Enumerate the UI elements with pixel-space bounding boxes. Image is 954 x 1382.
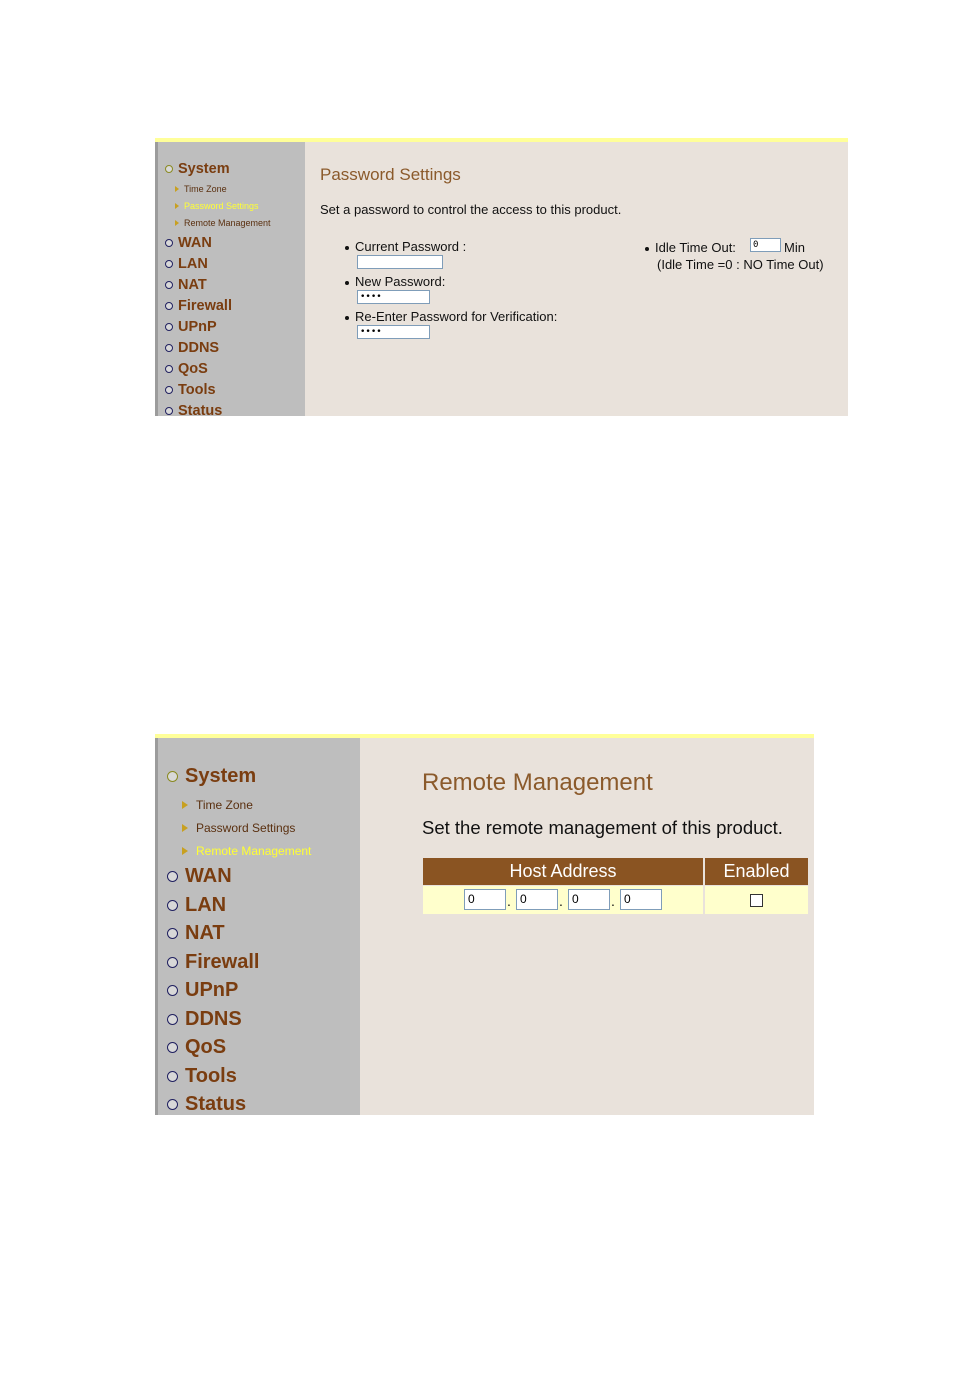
submenu-item-label: Password Settings bbox=[196, 821, 296, 835]
circle-icon bbox=[167, 900, 178, 911]
circle-icon bbox=[167, 1042, 178, 1053]
password-settings-screenshot bbox=[155, 138, 848, 416]
new-password-label bbox=[345, 274, 445, 289]
circle-icon bbox=[165, 344, 173, 352]
host-address-octet-1[interactable]: 0 bbox=[464, 889, 506, 910]
triangle-right-icon bbox=[182, 801, 188, 809]
circle-icon bbox=[167, 928, 178, 939]
sidebar-edge bbox=[155, 738, 158, 1115]
circle-icon bbox=[165, 260, 173, 268]
triangle-right-icon bbox=[175, 186, 179, 192]
nav-item-label: LAN bbox=[185, 894, 227, 916]
nav-item-qos[interactable] bbox=[167, 1036, 226, 1059]
circle-icon bbox=[165, 281, 173, 289]
current-password-label bbox=[345, 239, 466, 254]
reenter-password-input[interactable]: •••• bbox=[357, 325, 430, 339]
submenu-item-label: Remote Management bbox=[184, 218, 271, 228]
circle-icon bbox=[167, 985, 178, 996]
circle-icon bbox=[167, 1099, 178, 1110]
table-row-enabled-cell bbox=[705, 886, 808, 914]
main-content bbox=[360, 738, 814, 1115]
page-description: Set a password to control the access to this product. bbox=[320, 202, 622, 217]
circle-icon bbox=[167, 871, 178, 882]
submenu-item-time-zone[interactable] bbox=[182, 798, 253, 812]
nav-item-label: WAN bbox=[178, 235, 212, 251]
nav-item-label: Firewall bbox=[178, 298, 232, 314]
host-address-octet-4[interactable]: 0 bbox=[620, 889, 662, 910]
ip-separator: . bbox=[611, 893, 615, 909]
bullet-icon bbox=[345, 246, 349, 250]
submenu-item-label: Time Zone bbox=[184, 184, 227, 194]
nav-item-wan[interactable] bbox=[167, 865, 232, 888]
nav-item-label: UPnP bbox=[178, 319, 217, 335]
nav-item-system[interactable] bbox=[167, 765, 256, 788]
nav-item-status[interactable] bbox=[167, 1093, 246, 1115]
circle-icon bbox=[165, 407, 173, 415]
nav-item-lan[interactable] bbox=[165, 256, 208, 272]
nav-item-label: DDNS bbox=[178, 340, 220, 356]
remote-management-screenshot bbox=[155, 734, 814, 1115]
nav-item-tools[interactable] bbox=[165, 382, 216, 398]
column-header-enabled: Enabled bbox=[705, 858, 808, 885]
idle-timeout-note: (Idle Time =0 : NO Time Out) bbox=[657, 257, 824, 272]
host-address-octet-2[interactable]: 0 bbox=[516, 889, 558, 910]
submenu-item-password-settings[interactable] bbox=[175, 201, 259, 211]
current-password-input[interactable] bbox=[357, 255, 443, 269]
submenu-item-password-settings[interactable] bbox=[182, 821, 295, 835]
nav-item-label: DDNS bbox=[185, 1008, 242, 1030]
nav-item-nat[interactable] bbox=[167, 922, 225, 945]
table-row bbox=[423, 886, 703, 914]
bullet-icon bbox=[345, 316, 349, 320]
triangle-right-icon bbox=[182, 824, 188, 832]
label-text: New Password: bbox=[355, 274, 446, 289]
nav-item-lan[interactable] bbox=[167, 894, 226, 917]
page-description: Set the remote management of this product. bbox=[422, 817, 783, 838]
idle-timeout-label bbox=[645, 240, 736, 255]
circle-icon bbox=[167, 771, 178, 782]
circle-icon bbox=[165, 365, 173, 373]
sidebar bbox=[155, 738, 360, 1115]
nav-item-upnp[interactable] bbox=[165, 319, 217, 335]
nav-item-label: Tools bbox=[185, 1065, 237, 1087]
circle-icon bbox=[165, 302, 173, 310]
bullet-icon bbox=[645, 247, 649, 251]
idle-timeout-unit: Min bbox=[784, 240, 805, 255]
submenu-item-remote-management[interactable] bbox=[175, 218, 271, 228]
nav-item-label: QoS bbox=[185, 1036, 227, 1058]
label-text: Re-Enter Password for Verification: bbox=[355, 309, 558, 324]
page-title: Password Settings bbox=[320, 165, 461, 184]
submenu-item-time-zone[interactable] bbox=[175, 184, 227, 194]
sidebar-edge bbox=[155, 142, 158, 416]
nav-item-label: UPnP bbox=[185, 979, 239, 1001]
triangle-right-icon bbox=[182, 847, 188, 855]
column-header-host-address: Host Address bbox=[423, 858, 703, 885]
label-text: Current Password : bbox=[355, 239, 467, 254]
host-address-octet-3[interactable]: 0 bbox=[568, 889, 610, 910]
idle-timeout-input[interactable]: 0 bbox=[750, 238, 781, 252]
new-password-input[interactable]: •••• bbox=[357, 290, 430, 304]
nav-item-label: LAN bbox=[178, 256, 208, 272]
circle-icon bbox=[165, 239, 173, 247]
circle-icon bbox=[165, 165, 173, 173]
submenu-item-label: Time Zone bbox=[196, 798, 253, 812]
nav-item-firewall[interactable] bbox=[167, 951, 259, 974]
sidebar bbox=[155, 142, 305, 416]
nav-item-qos[interactable] bbox=[165, 361, 208, 377]
circle-icon bbox=[165, 323, 173, 331]
nav-item-label: NAT bbox=[185, 922, 225, 944]
reenter-password-label bbox=[345, 309, 557, 324]
nav-item-firewall[interactable] bbox=[165, 298, 232, 314]
main-content bbox=[305, 142, 848, 416]
nav-item-system[interactable] bbox=[165, 161, 230, 177]
circle-icon bbox=[167, 1071, 178, 1082]
nav-item-label: QoS bbox=[178, 361, 208, 377]
nav-item-ddns[interactable] bbox=[165, 340, 219, 356]
nav-item-nat[interactable] bbox=[165, 277, 207, 293]
nav-item-ddns[interactable] bbox=[167, 1008, 242, 1031]
submenu-item-label: Password Settings bbox=[184, 201, 259, 211]
triangle-right-icon bbox=[175, 203, 179, 209]
ip-separator: . bbox=[559, 893, 563, 909]
label-text: Idle Time Out: bbox=[655, 240, 736, 255]
enabled-checkbox[interactable] bbox=[750, 894, 763, 907]
circle-icon bbox=[167, 957, 178, 968]
page-title: Remote Management bbox=[422, 769, 653, 796]
submenu-item-remote-management[interactable] bbox=[182, 844, 311, 858]
nav-item-label: WAN bbox=[185, 865, 232, 887]
nav-item-label: Status bbox=[185, 1093, 247, 1115]
circle-icon bbox=[165, 386, 173, 394]
nav-item-label: Firewall bbox=[185, 951, 260, 973]
nav-item-label: System bbox=[178, 161, 230, 177]
nav-item-tools[interactable] bbox=[167, 1065, 237, 1088]
nav-item-upnp[interactable] bbox=[167, 979, 238, 1002]
nav-item-label: Status bbox=[178, 403, 223, 416]
bullet-icon bbox=[345, 281, 349, 285]
nav-item-label: Tools bbox=[178, 382, 216, 398]
nav-item-label: System bbox=[185, 765, 257, 787]
ip-separator: . bbox=[507, 893, 511, 909]
submenu-item-label: Remote Management bbox=[196, 844, 312, 858]
nav-item-label: NAT bbox=[178, 277, 207, 293]
triangle-right-icon bbox=[175, 220, 179, 226]
nav-item-status[interactable] bbox=[165, 403, 222, 416]
circle-icon bbox=[167, 1014, 178, 1025]
nav-item-wan[interactable] bbox=[165, 235, 212, 251]
